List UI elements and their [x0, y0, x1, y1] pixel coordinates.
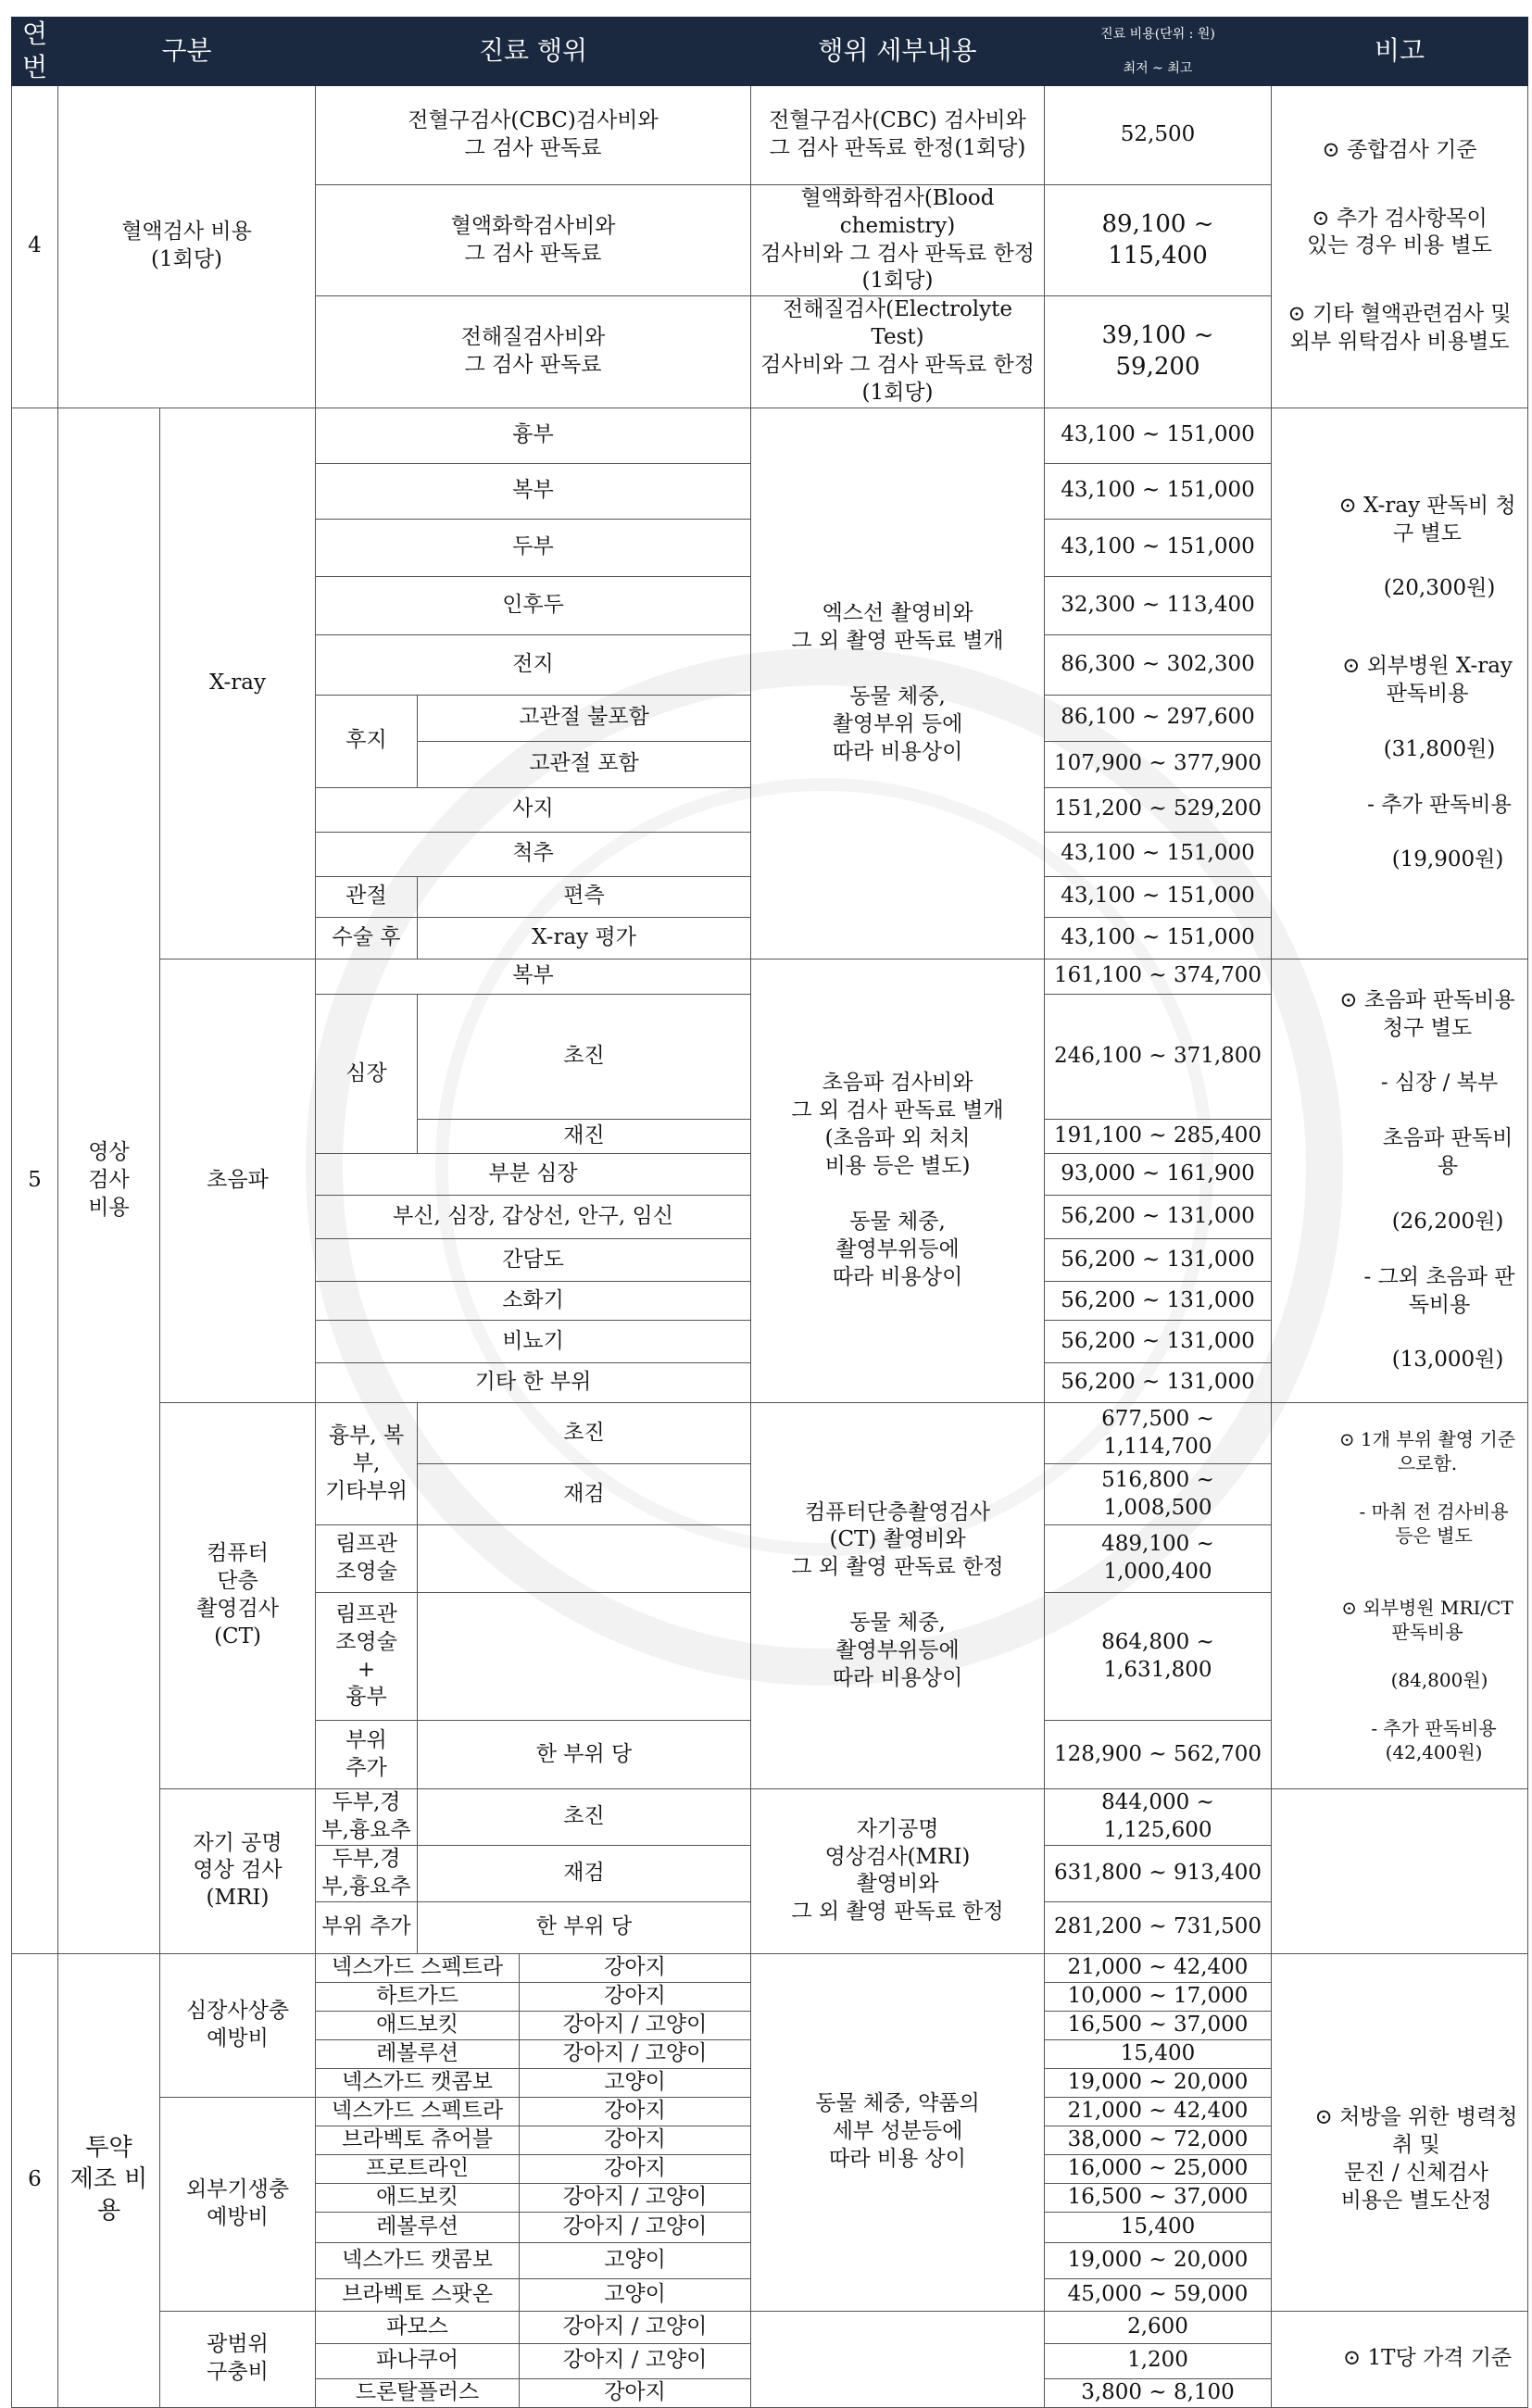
- item-a: 두부: [316, 519, 751, 576]
- cost-value: 21,000 ~ 42,400: [1045, 1953, 1272, 1982]
- table-row: [12, 1953, 1528, 1982]
- mri-detail: 자기공명 영상검사(MRI) 촬영비와 그 외 촬영 판독료 한정: [751, 1789, 1045, 1954]
- med-species: 강아지 / 고양이: [520, 2212, 751, 2242]
- header-row: [12, 18, 1528, 52]
- ct-detail: 컴퓨터단층촬영검사 (CT) 촬영비와 그 외 촬영 판독료 한정 동물 체중, 촬영부위등에 따라 비용상이: [751, 1403, 1045, 1789]
- cost-value: 56,200 ~ 131,000: [1045, 1321, 1272, 1363]
- table-row: [12, 85, 1528, 184]
- cost-value: 677,500 ~ 1,114,700: [1045, 1403, 1272, 1464]
- treatment-detail: 전해질검사(Electrolyte Test) 검사비와 그 검사 판독료 한정(1회당): [751, 296, 1045, 408]
- cost-value: 844,000 ~ 1,125,600: [1045, 1789, 1272, 1846]
- note-line: ⊙ 처방을 위한 병력청취 및 문진 / 신체검사 비용은 별도산정: [1309, 2104, 1524, 2215]
- med-species: 강아지: [520, 1953, 751, 1982]
- section-category: 혈액검사 비용 (1회당): [58, 85, 316, 408]
- cost-value: 43,100 ~ 151,000: [1045, 917, 1272, 959]
- ultrasound-notes: [1272, 959, 1528, 1402]
- item-b: 고관절 불포함: [418, 695, 751, 741]
- item-b: 재검: [418, 1464, 751, 1525]
- cost-value: 864,800 ~ 1,631,800: [1045, 1592, 1272, 1721]
- item-b: 한 부위 당: [418, 1721, 751, 1789]
- note-line: - 추가 판독비용(42,400원): [1371, 1717, 1497, 1764]
- cost-value: 43,100 ~ 151,000: [1045, 519, 1272, 576]
- subsection-mri: 자기 공명 영상 검사 (MRI): [160, 1789, 316, 1954]
- note-line: 초음파 판독비용: [1382, 1126, 1513, 1179]
- meds-detail: 동물 체중, 약품의 세부 성분등에 따라 비용 상이: [751, 1953, 1045, 2311]
- med-name: 파모스: [316, 2311, 520, 2343]
- note-line: (13,000원): [1391, 1348, 1504, 1373]
- item-a: 부분 심장: [316, 1154, 751, 1196]
- cost-value: 56,200 ~ 131,000: [1045, 1282, 1272, 1321]
- header-cost-unit: 진료 비용(단위 : 원): [1045, 18, 1272, 52]
- subsection-ultrasound: 초음파: [160, 959, 316, 1402]
- cost-value: 191,100 ~ 285,400: [1045, 1120, 1272, 1154]
- item-a: 림프관 조영술 + 흉부: [316, 1592, 418, 1721]
- med-species: 고양이: [520, 2278, 751, 2311]
- med-name: 브라벡토 츄어블: [316, 2126, 520, 2154]
- cost-value: 3,800 ~ 8,100: [1045, 2378, 1272, 2407]
- item-a: 흉부, 복부, 기타부위: [316, 1403, 418, 1525]
- cost-value: 56,200 ~ 131,000: [1045, 1239, 1272, 1282]
- item-a: 전지: [316, 634, 751, 695]
- xray-notes: [1272, 408, 1528, 959]
- xray-detail: 엑스선 촬영비와 그 외 촬영 판독료 별개 동물 체중, 촬영부위 등에 따라 비용상이: [751, 408, 1045, 959]
- med-species: 강아지: [520, 2097, 751, 2126]
- item-b: [418, 1592, 751, 1721]
- med-name: 하트가드: [316, 1982, 520, 2011]
- cost-value: 56,200 ~ 131,000: [1045, 1363, 1272, 1403]
- med-species: 강아지: [520, 1982, 751, 2011]
- cost-value: 161,100 ~ 374,700: [1045, 959, 1272, 994]
- header-remark: 비고: [1272, 18, 1528, 86]
- item-a: 부신, 심장, 갑상선, 안구, 임신: [316, 1196, 751, 1239]
- note-line: ⊙ X-ray 판독비 청구 별도: [1337, 493, 1518, 548]
- med-name: 프로트라인: [316, 2154, 520, 2183]
- subsection-deworm: 광범위 구충비: [160, 2311, 316, 2407]
- section-category: 투약 제조 비용: [58, 1953, 160, 2407]
- item-a: 비뇨기: [316, 1321, 751, 1363]
- section-no: 4: [12, 85, 58, 408]
- item-b: 재검: [418, 1845, 751, 1901]
- item-b: X-ray 평가: [418, 917, 751, 959]
- cost-value: 16,500 ~ 37,000: [1045, 2011, 1272, 2039]
- mri-notes-empty: [1272, 1789, 1528, 1954]
- note-line: ⊙ 외부병원 MRI/CT 판독비용: [1337, 1596, 1518, 1644]
- cost-value: 2,600: [1045, 2311, 1272, 2343]
- item-a: 흉부: [316, 408, 751, 463]
- item-a: 부위 추가: [316, 1721, 418, 1789]
- cost-value: 15,400: [1045, 2212, 1272, 2242]
- cost-value: 21,000 ~ 42,400: [1045, 2097, 1272, 2126]
- subsection-ct: 컴퓨터 단층 촬영검사 (CT): [160, 1403, 316, 1789]
- item-a: 수술 후: [316, 917, 418, 959]
- note-line: (19,900원): [1391, 847, 1504, 872]
- cost-value: 281,200 ~ 731,500: [1045, 1901, 1272, 1953]
- item-a: 두부,경부,흉요추: [316, 1789, 418, 1846]
- cost-value: 43,100 ~ 151,000: [1045, 832, 1272, 876]
- item-b: 재진: [418, 1120, 751, 1154]
- table-row: [12, 2311, 1528, 2343]
- med-species: 강아지 / 고양이: [520, 2011, 751, 2039]
- med-name: 레볼루션: [316, 2039, 520, 2068]
- med-species: 강아지 / 고양이: [520, 2343, 751, 2378]
- item-a: 림프관 조영술: [316, 1524, 418, 1592]
- item-b: [418, 1524, 751, 1592]
- section-no: 6: [12, 1953, 58, 2407]
- note-line: (31,800원): [1383, 736, 1496, 761]
- cost-value: 16,000 ~ 25,000: [1045, 2154, 1272, 2183]
- med-name: 넥스가드 캣콤보: [316, 2068, 520, 2097]
- table-row: [12, 408, 1528, 463]
- cost-value: 19,000 ~ 20,000: [1045, 2068, 1272, 2097]
- meds-notes: [1272, 1953, 1528, 2311]
- cost-value: 15,400: [1045, 2039, 1272, 2068]
- cost-value: 43,100 ~ 151,000: [1045, 876, 1272, 917]
- note-line: - 마취 전 검사비용 등은 별도: [1359, 1500, 1509, 1548]
- item-b: 초진: [418, 1789, 751, 1846]
- cost-value: 631,800 ~ 913,400: [1045, 1845, 1272, 1901]
- note-line: ⊙ 외부병원 X-ray 판독비용: [1337, 653, 1518, 709]
- table-row: [12, 1403, 1528, 1464]
- cost-value: 32,300 ~ 113,400: [1045, 576, 1272, 634]
- table-row: [12, 1789, 1528, 1846]
- cost-value: 39,100 ~ 59,200: [1045, 296, 1272, 408]
- med-species: 강아지: [520, 2126, 751, 2154]
- treatment-detail: 전혈구검사(CBC) 검사비와 그 검사 판독료 한정(1회당): [751, 85, 1045, 184]
- section-category: 영상 검사 비용: [58, 408, 160, 1953]
- deworm-detail-empty: [751, 2311, 1045, 2407]
- med-species: 강아지 / 고양이: [520, 2311, 751, 2343]
- cost-value: 52,500: [1045, 85, 1272, 184]
- treatment-item: 전해질검사비와 그 검사 판독료: [316, 296, 751, 408]
- note-line: - 추가 판독비용: [1367, 792, 1512, 817]
- cost-value: 45,000 ~ 59,000: [1045, 2278, 1272, 2311]
- ultrasound-detail: 초음파 검사비와 그 외 검사 판독료 별개 (초음파 외 처치 비용 등은 별도) 동물 체중, 촬영부위등에 따라 비용상이: [751, 959, 1045, 1402]
- note-line: ⊙ 1개 부위 촬영 기준으로함.: [1337, 1427, 1518, 1475]
- header-cost-range: 최저 ~ 최고: [1045, 51, 1272, 85]
- note-line: - 그외 초음파 판독비용: [1363, 1264, 1515, 1317]
- table-row: [12, 959, 1528, 994]
- header-detail: 행위 세부내용: [751, 18, 1045, 86]
- blood-notes: [1272, 85, 1528, 408]
- cost-value: 489,100 ~ 1,000,400: [1045, 1524, 1272, 1592]
- ct-notes: [1272, 1403, 1528, 1789]
- note-line: (84,800원): [1390, 1669, 1488, 1692]
- item-a: 소화기: [316, 1282, 751, 1321]
- note-line: ⊙ 종합검사 기준: [1275, 137, 1524, 165]
- item-b: 고관절 포함: [418, 741, 751, 787]
- cost-value: 16,500 ~ 37,000: [1045, 2183, 1272, 2212]
- med-species: 강아지: [520, 2154, 751, 2183]
- cost-value: 56,200 ~ 131,000: [1045, 1196, 1272, 1239]
- cost-value: 10,000 ~ 17,000: [1045, 1982, 1272, 2011]
- item-a: 후지: [316, 695, 418, 787]
- subsection-xray: X-ray: [160, 408, 316, 959]
- item-a: 간담도: [316, 1239, 751, 1282]
- med-name: 애드보킷: [316, 2011, 520, 2039]
- treatment-item: 혈액화학검사비와 그 검사 판독료: [316, 184, 751, 296]
- subsection-external-parasite: 외부기생충 예방비: [160, 2097, 316, 2311]
- cost-value: 128,900 ~ 562,700: [1045, 1721, 1272, 1789]
- item-a: 기타 한 부위: [316, 1363, 751, 1403]
- item-a: 두부,경부,흉요추: [316, 1845, 418, 1901]
- header-treatment: 진료 행위: [316, 18, 751, 86]
- subsection-heartworm: 심장사상충 예방비: [160, 1953, 316, 2097]
- cost-value: 516,800 ~ 1,008,500: [1045, 1464, 1272, 1525]
- cost-value: 19,000 ~ 20,000: [1045, 2242, 1272, 2278]
- item-a: 척추: [316, 832, 751, 876]
- med-name: 넥스가드 스펙트라: [316, 1953, 520, 1982]
- deworm-notes: [1272, 2311, 1528, 2407]
- med-species: 강아지: [520, 2378, 751, 2407]
- cost-value: 43,100 ~ 151,000: [1045, 408, 1272, 463]
- item-a: 심장: [316, 994, 418, 1153]
- cost-value: 1,200: [1045, 2343, 1272, 2378]
- item-b: 한 부위 당: [418, 1901, 751, 1953]
- item-a: 부위 추가: [316, 1901, 418, 1953]
- treatment-item: 전혈구검사(CBC)검사비와 그 검사 판독료: [316, 85, 751, 184]
- item-b: 초진: [418, 994, 751, 1119]
- cost-value: 38,000 ~ 72,000: [1045, 2126, 1272, 2154]
- note-line: - 심장 / 복부: [1380, 1071, 1499, 1096]
- cost-value: 43,100 ~ 151,000: [1045, 463, 1272, 519]
- note-line: ⊙ 기타 혈액관련검사 및 외부 위탁검사 비용별도: [1275, 301, 1524, 357]
- med-species: 고양이: [520, 2242, 751, 2278]
- med-name: 레볼루션: [316, 2212, 520, 2242]
- med-name: 브라벡토 스팟온: [316, 2278, 520, 2311]
- med-species: 강아지 / 고양이: [520, 2039, 751, 2068]
- cost-value: 89,100 ~ 115,400: [1045, 184, 1272, 296]
- item-a: 인후두: [316, 576, 751, 634]
- header-category: 구분: [58, 18, 316, 86]
- med-name: 넥스가드 스펙트라: [316, 2097, 520, 2126]
- fee-table: [11, 17, 1528, 2408]
- med-species: 고양이: [520, 2068, 751, 2097]
- note-line: ⊙ 초음파 판독비용 청구 별도: [1337, 987, 1518, 1043]
- med-species: 강아지 / 고양이: [520, 2183, 751, 2212]
- cost-value: 86,300 ~ 302,300: [1045, 634, 1272, 695]
- cost-value: 246,100 ~ 371,800: [1045, 994, 1272, 1119]
- note-line: ⊙ 추가 검사항목이 있는 경우 비용 별도: [1275, 206, 1524, 261]
- med-name: 넥스가드 캣콤보: [316, 2242, 520, 2278]
- cost-value: 107,900 ~ 377,900: [1045, 741, 1272, 787]
- note-line: (26,200원): [1391, 1209, 1504, 1234]
- med-name: 파나쿠어: [316, 2343, 520, 2378]
- treatment-detail: 혈액화학검사(Blood chemistry) 검사비와 그 검사 판독료 한정(1회당): [751, 184, 1045, 296]
- cost-value: 151,200 ~ 529,200: [1045, 787, 1272, 832]
- note-line: ⊙ 1T당 가격 기준: [1337, 2345, 1518, 2373]
- cost-value: 86,100 ~ 297,600: [1045, 695, 1272, 741]
- med-name: 드론탈플러스: [316, 2378, 520, 2407]
- item-b: 편측: [418, 876, 751, 917]
- section-no: 5: [12, 408, 58, 1953]
- note-line: (20,300원): [1383, 576, 1496, 601]
- med-name: 애드보킷: [316, 2183, 520, 2212]
- header-no: 연번: [12, 18, 58, 86]
- item-a: 복부: [316, 959, 751, 994]
- item-a: 관절: [316, 876, 418, 917]
- item-a: 사지: [316, 787, 751, 832]
- item-a: 복부: [316, 463, 751, 519]
- item-b: 초진: [418, 1403, 751, 1464]
- cost-value: 93,000 ~ 161,900: [1045, 1154, 1272, 1196]
